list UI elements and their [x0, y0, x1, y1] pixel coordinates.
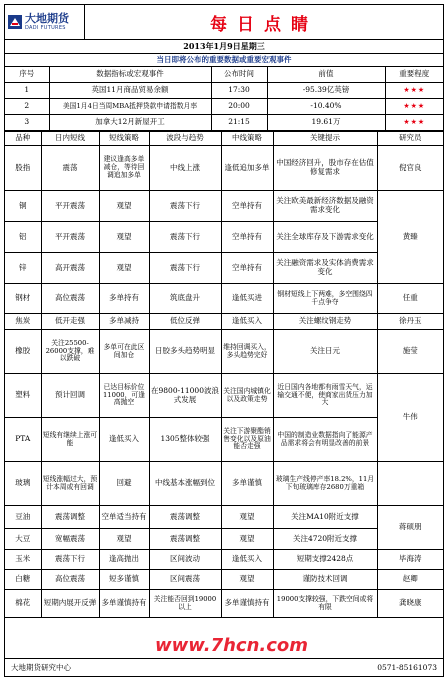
col-header: 波段与趋势 [149, 132, 221, 146]
mid-strategy: 逢低买进 [221, 284, 273, 314]
short-strategy: 空单适当持有 [99, 506, 149, 529]
short-strategy: 观望 [99, 529, 149, 550]
mid-strategy: 维持回调买入，多头趋势完好 [221, 330, 273, 374]
item-name: 大豆 [5, 529, 41, 550]
key-tip: 关注日元 [273, 330, 377, 374]
trend: 震荡下行 [149, 253, 221, 284]
mid-strategy: 关注下游聚酯销售变化以及原油能否走强 [221, 418, 273, 462]
daily-report-page [4, 4, 444, 677]
events-header-row [5, 67, 443, 83]
intraday: 平开震荡 [41, 191, 99, 222]
researcher: 徐丹玉 [377, 314, 443, 330]
trend: 区间波动 [149, 550, 221, 570]
col-header: 序号 [5, 67, 49, 83]
col-header: 关键提示 [273, 132, 377, 146]
col-header: 数据指标或宏观事件 [49, 67, 211, 83]
key-tip: 关注螺纹钢走势 [273, 314, 377, 330]
market-row [5, 330, 443, 374]
intraday: 短线有继续上涨可能 [41, 418, 99, 462]
importance-stars: ★★★ [385, 99, 443, 115]
short-strategy: 回避 [99, 462, 149, 506]
item-name: 玉米 [5, 550, 41, 570]
item-name: 锌 [5, 253, 41, 284]
key-tip: 谨防技术回调 [273, 570, 377, 590]
mid-strategy: 空单持有 [221, 222, 273, 253]
researcher: 毕海涛 [377, 550, 443, 570]
event-no: 2 [5, 99, 49, 115]
trend: 区间震荡 [149, 570, 221, 590]
market-table [5, 131, 443, 618]
key-tip: 关注4720附近支撑 [273, 529, 377, 550]
intraday: 低开走强 [41, 314, 99, 330]
event-prev: -95.39亿英镑 [267, 83, 385, 99]
market-row [5, 191, 443, 222]
intraday: 短期内展开反弹 [41, 590, 99, 618]
item-name: 橡胶 [5, 330, 41, 374]
col-header: 品种 [5, 132, 41, 146]
researcher [377, 462, 443, 506]
report-footer [5, 658, 443, 676]
researcher: 牛伟 [377, 374, 443, 462]
key-tip: 中国经济回升，股市存在估值修复需求 [273, 146, 377, 191]
researcher: 施莹 [377, 330, 443, 374]
market-row [5, 374, 443, 418]
mid-strategy: 逢低追加多单 [221, 146, 273, 191]
event-time: 21:15 [211, 115, 267, 131]
footer-org: 大地期货研究中心 [11, 663, 71, 672]
intraday: 震荡调整 [41, 506, 99, 529]
key-tip: 关注MA10附近支撑 [273, 506, 377, 529]
key-tip: 关注融资需求及实体消费需求变化 [273, 253, 377, 284]
key-tip: 近日国内各地都有雨雪天气，运输交通不便，使商家出货压力加大 [273, 374, 377, 418]
market-row [5, 314, 443, 330]
trend: 日胶多头趋势明显 [149, 330, 221, 374]
researcher: 赵卿 [377, 570, 443, 590]
trend: 关注能否回到19000以上 [149, 590, 221, 618]
mid-strategy: 空单持有 [221, 253, 273, 284]
footer-phone: 0571-85161073 [377, 663, 437, 672]
item-name: 玻璃 [5, 462, 41, 506]
short-strategy: 短多谨慎 [99, 570, 149, 590]
short-strategy: 多单可在此区间加仓 [99, 330, 149, 374]
intraday: 震荡 [41, 146, 99, 191]
short-strategy: 观望 [99, 191, 149, 222]
event-name: 加拿大12月新屋开工 [49, 115, 211, 131]
trend: 震荡调整 [149, 506, 221, 529]
short-strategy: 逢低买入 [99, 418, 149, 462]
short-strategy: 多单谨慎持有 [99, 590, 149, 618]
company-logo [5, 5, 85, 39]
market-row [5, 550, 443, 570]
intraday: 预计回调 [41, 374, 99, 418]
trend: 震荡下行 [149, 222, 221, 253]
item-name: 棉花 [5, 590, 41, 618]
key-tip: 玻璃生产线停产率18.2%，11月下旬玻璃库存2680万重箱 [273, 462, 377, 506]
dadi-logo-icon [8, 15, 22, 29]
mid-strategy: 逢低买入 [221, 550, 273, 570]
item-name: 钢材 [5, 284, 41, 314]
researcher: 任重 [377, 284, 443, 314]
market-row [5, 462, 443, 506]
events-subtitle: 当日即将公布的重要数据或重要宏观事件 [5, 54, 443, 67]
intraday: 平开震荡 [41, 222, 99, 253]
col-header: 公布时间 [211, 67, 267, 83]
trend: 在9800-11000波浪式发展 [149, 374, 221, 418]
mid-strategy: 观望 [221, 570, 273, 590]
mid-strategy: 多单谨慎 [221, 462, 273, 506]
intraday: 短线涨幅过大，预计本周或有回调 [41, 462, 99, 506]
item-name: 铝 [5, 222, 41, 253]
logo-chinese-name: 大地期货 [25, 12, 69, 25]
intraday: 高开震荡 [41, 253, 99, 284]
trend: 筑底盘升 [149, 284, 221, 314]
market-header-row [5, 132, 443, 146]
site-watermark: www.7hcn.com [155, 635, 309, 656]
short-strategy: 已达目标价位11000，可逢高抛空 [99, 374, 149, 418]
col-header: 日内短线 [41, 132, 99, 146]
intraday: 宽幅震荡 [41, 529, 99, 550]
event-row [5, 83, 443, 99]
event-time: 20:00 [211, 99, 267, 115]
trend: 中线上涨 [149, 146, 221, 191]
mid-strategy: 观望 [221, 529, 273, 550]
trend: 震荡调整 [149, 529, 221, 550]
importance-stars: ★★★ [385, 115, 443, 131]
col-header: 重要程度 [385, 67, 443, 83]
col-header: 前值 [267, 67, 385, 83]
event-row [5, 99, 443, 115]
report-date: 2013年1月9日星期三 [5, 40, 443, 54]
logo-english-name: DADI FUTURES [25, 25, 66, 31]
intraday: 高位震荡 [41, 570, 99, 590]
researcher: 龚晓康 [377, 590, 443, 618]
importance-stars: ★★★ [385, 83, 443, 99]
mid-strategy: 多单谨慎持有 [221, 590, 273, 618]
item-name: 豆油 [5, 506, 41, 529]
trend: 震荡下行 [149, 191, 221, 222]
event-no: 3 [5, 115, 49, 131]
report-title: 每日点睛 [210, 14, 318, 35]
intraday: 高位震荡 [41, 284, 99, 314]
intraday: 震荡下行 [41, 550, 99, 570]
key-tip: 短期支撑2428点 [273, 550, 377, 570]
key-tip: 钢材短线上下两难，多空围绕四千点争夺 [273, 284, 377, 314]
researcher: 黄臻 [377, 191, 443, 284]
market-row [5, 570, 443, 590]
event-name: 美国1月4日当周MBA抵押贷款申请指数月率 [49, 99, 211, 115]
item-name: 铜 [5, 191, 41, 222]
short-strategy: 观望 [99, 222, 149, 253]
item-name: 股指 [5, 146, 41, 191]
intraday: 关注25500-26000支撑，难以跌破 [41, 330, 99, 374]
event-name: 英国11月商品贸易余额 [49, 83, 211, 99]
report-header [5, 5, 443, 40]
trend: 1305整体较强 [149, 418, 221, 462]
market-row [5, 506, 443, 529]
item-name: 焦炭 [5, 314, 41, 330]
event-prev: -10.40% [267, 99, 385, 115]
item-name: PTA [5, 418, 41, 462]
event-time: 17:30 [211, 83, 267, 99]
short-strategy: 建议逢高多单减仓，等待回调追加多单 [99, 146, 149, 191]
event-row [5, 115, 443, 131]
short-strategy: 多单减持 [99, 314, 149, 330]
col-header: 中线策略 [221, 132, 273, 146]
researcher: 蒋硕朋 [377, 506, 443, 550]
key-tip: 19000支撑较强，下跌空间或将有限 [273, 590, 377, 618]
short-strategy: 观望 [99, 253, 149, 284]
short-strategy: 多单持有 [99, 284, 149, 314]
item-name: 塑料 [5, 374, 41, 418]
events-table [5, 67, 443, 131]
item-name: 白糖 [5, 570, 41, 590]
event-no: 1 [5, 83, 49, 99]
trend: 低位反弹 [149, 314, 221, 330]
trend: 中线基本涨幅到位 [149, 462, 221, 506]
researcher: 倪官良 [377, 146, 443, 191]
market-row [5, 146, 443, 191]
col-header: 研究员 [377, 132, 443, 146]
key-tip: 中国的制造业数据指向了能源产品需求将会有明显改善的前景 [273, 418, 377, 462]
mid-strategy: 关注国内城镇化以及政策走势 [221, 374, 273, 418]
mid-strategy: 逢低买入 [221, 314, 273, 330]
mid-strategy: 空单持有 [221, 191, 273, 222]
col-header: 短线策略 [99, 132, 149, 146]
market-row [5, 284, 443, 314]
key-tip: 关注全球库存及下游需求变化 [273, 222, 377, 253]
market-row [5, 590, 443, 618]
key-tip: 关注欧美最新经济数据及融资需求变化 [273, 191, 377, 222]
short-strategy: 逢高抛出 [99, 550, 149, 570]
event-prev: 19.61万 [267, 115, 385, 131]
mid-strategy: 观望 [221, 506, 273, 529]
